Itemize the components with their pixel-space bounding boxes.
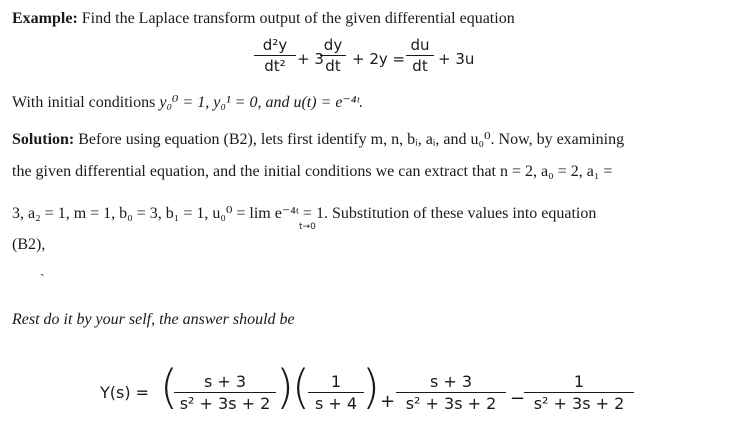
plus-three-u: + 3u: [438, 50, 475, 68]
left-paren-2: (: [292, 360, 310, 414]
solution-text-3a: 3, a₂ = 1, m = 1, b₀ = 3, b₁ = 1, u₀⁰ = lim e⁻⁴ᵗ = 1.: [12, 205, 328, 222]
initial-conditions: [12, 92, 363, 112]
fraction-2: 1 s + 4: [308, 372, 364, 413]
fraction-1: s + 3 s² + 3s + 2: [174, 372, 276, 413]
plus-three: + 3: [297, 50, 324, 68]
answer-lhs: Y(s) =: [100, 383, 150, 402]
solution-line-1: [12, 129, 624, 149]
lim-subscript: t→0: [299, 222, 316, 232]
solution-text-1: Before using equation (B2), lets first identify m, n, bᵢ, aᵢ, and u₀⁰. Now, by examining: [74, 131, 625, 148]
solution-line-3: [12, 203, 596, 223]
solution-line-2: the given differential equation, and the initial conditions we can extract that n = 2, a₀ = 2, a₁ =: [12, 163, 613, 180]
right-paren-1: ): [276, 360, 294, 414]
initial-conds: y₀⁰ = 1, y₀¹ = 0, and u(t) = e⁻⁴ᵗ.: [159, 94, 364, 111]
solution-label: Solution:: [12, 131, 75, 148]
fraction-3: s + 3 s² + 3s + 2: [396, 372, 506, 413]
example-text: Find the Laplace transform output of the given differential equation: [77, 10, 515, 27]
solution-text-3b: Substitution of these values into equation: [327, 205, 597, 222]
right-paren-2: ): [362, 360, 380, 414]
rest-instruction: Rest do it by your self, the answer should be: [12, 311, 295, 328]
example-line: [12, 10, 515, 28]
fraction-4: 1 s² + 3s + 2: [524, 372, 634, 413]
initial-prefix: With initial conditions: [12, 94, 160, 111]
term-du-dt: du dt: [406, 36, 434, 75]
example-label: Example:: [12, 10, 78, 27]
left-paren-1: (: [160, 360, 178, 414]
term-d2y-dt2: d²y dt²: [254, 36, 296, 75]
stray-mark: ˎ: [40, 262, 45, 277]
solution-line-4: (B2),: [12, 236, 46, 253]
minus-operator: −: [510, 388, 526, 409]
term-dy-dt: dy dt: [320, 36, 346, 75]
plus-operator: +: [380, 391, 396, 412]
plus-two-y: + 2y =: [352, 50, 406, 68]
